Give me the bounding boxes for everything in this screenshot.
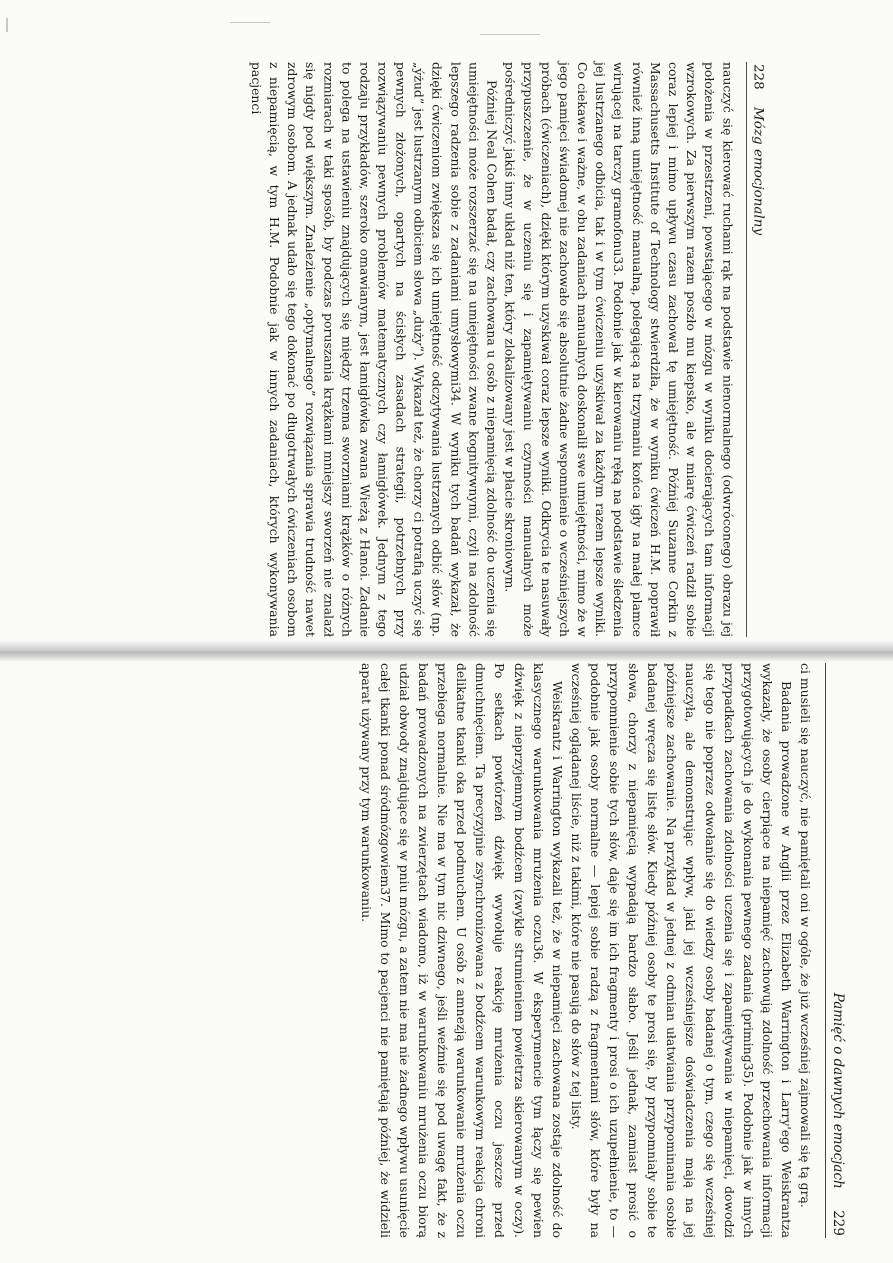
paragraph: Weiskrantz i Warrington wykazali też, że w niepamięci zachowana zostaje zdolność do klasycznego warunkowania mrużenia oczu36. W eksperymencie tym łączy się pewien dźwięk z nieprzyjemnym bodźcem (zwykle strumieniem powietrza skierowanym w oczy). Po setkach powtórzeń dźwięk wywołuje reakcję mrużenia oczu jeszcze przed dmuchnięciem. Ta precyzyjnie zsynchronizowana z bodźcem warunkowym reakcja chroni delikatne tkanki oka przed podmuchem. U osób z amnezją warunkowanie mrużenia oczu przebiega normalnie. Nie ma w tym nic dziwnego, jeśli weźmie się pod uwagę fakt, że z badań prowadzonych na zwierzętach wiadomo, iż w warunkowaniu mrużenia oczu biorą udział obwody znajdujące się w pniu mózgu, a zatem nie ma nie żadnego wpływu usunięcie całej tkanki ponad śródmózgowiem37. Mimo to pacjenci nie pamiętają później, że widzieli aparat używany przy tym warunkowaniu. (358, 663, 565, 1238)
scan-speck (230, 22, 270, 23)
right-page (286, 663, 846, 1238)
running-head: Mózg emocjonalny (750, 106, 766, 236)
page-number: 229 (830, 1210, 846, 1236)
running-head: Pamięć o dawnych emocjach (830, 992, 846, 1189)
scan-speck (6, 18, 8, 32)
page-header (746, 62, 766, 637)
page-body (247, 62, 737, 637)
paragraph: nauczyć się kierować ruchami rąk na podstawie nienormalnego (odwróconego) obrazu jej położenia w przestrzeni, powstającego w mózgu w wyniku docierających tam informacji wzrokowych. Za pierwszym razem poszło mu kiepsko, ale w miarę ćwiczeń radził sobie coraz lepiej i mimo upływu czasu zachował tę umiejętność. Później Suzanne Corkin z Massachusetts Institute of Technology stwierdziła, że w wyniku ćwiczeń H.M. poprawił również inną umiejętność manualną, polegającą na trzymaniu końca igły na małej plamce wirującej na tarczy gramofonu33. Podobnie jak w kierowaniu ręką na podstawie śledzenia jej lustrzanego odbicia, tak i w tym ćwiczeniu uzyskiwał za każdym razem lepsze wyniki. Co ciekawe i ważne, w obu zadaniach manualnych doskonalił swe umiejętności, mimo że w jego pamięci świadomej nie zachowało się absolutnie żadne wspomnienie o wcześniejszych próbach (ćwiczeniach), dzięki którym uzyskiwał coraz lepsze wyniki. Odkrycia te nasuwały przypuszczenie, że w uczeniu się i zapamiętywaniu czynności manualnych może pośredniczyć jakiś inny układ niż ten, który zlokalizowany jest w płacie skroniowym. (502, 62, 735, 637)
paragraph: ci musieli się nauczyć, nie pamiętali oni w ogóle, że już wcześniej zajmowali się tą grą. (798, 663, 813, 1208)
paragraph: Później Neal Cohen badał, czy zachowana u osób z niepamięcią zdolność do uczenia się umiejętności może rozszerzać się na umiejętności zwane kognitywnymi, czyli na zdolność lepszego radzenia sobie z zadaniami umysłowymi34. W wyniku tych badań wykazał, że dzięki ćwiczeniom zwiększa się ich umiejętność odczytywania lustrzanych odbić słów (np. „ýżud” jest lustrzanym odbiciem słowa „duży”). Wykazał też, że chorzy ci potrafią uczyć się pewnych złożonych, opartych na ścisłych zasadach strategii, potrzebnych przy rozwiązywaniu pewnych problemów matematycznych czy łamigłówek. Jednym z tego rodzaju przykładów, szeroko omawianym, jest łamigłówka zwana Wieżą z Hanoi. Zadanie to polega na ustawieniu znajdujących się między trzema sworzniami krążków o różnych rozmiarach w taki sposób, by podczas poruszania krążkami mniejszy sworzeń nie znalazł się nigdy pod większym. Znalezienie „optymalnego” rozwiązania sprawia trudność nawet zdrowym osobom. A jednak udało się tego dokonać po długotrwałych ćwiczeniach osobom z niepamięcią, w tym H.M. Podobnie jak w innych zadaniach, których wykonywania pacjenci (248, 62, 499, 637)
page-header (825, 663, 846, 1238)
page-body (357, 663, 815, 1238)
binding-gutter (0, 640, 893, 662)
left-page (234, 62, 766, 637)
page-number: 228 (750, 64, 766, 90)
paragraph: Badania prowadzone w Anglii przez Elizabeth Warrington i Larry'ego Weiskrantza wykazały, że osoby cierpiące na niepamięć zachowują zdolność przechowania informacji przygotowujących je do wykonania pewnego zadania (priming35). Podobnie jak w innych przypadkach zachowania zdolności uczenia się i zapamiętywania w niepamięci, dowodzi się tego nie poprzez odwołanie się do wiedzy osoby badanej o tym, czego się wcześniej nauczyła, ale demonstrując wpływ, jaki jej wcześniejsze doświadczenia mają na jej późniejsze zachowanie. Na przykład w jednej z odmian ułatwiania przypominania osobie badanej wręcza się listę słów. Kiedy później osoby te prosi się, by przypomniały sobie te słowa, chorzy z niepamięcią wypadają bardzo słabo. Jeśli jednak, zamiast prosić o przypomnienie sobie tych słów, daje się im ich fragmenty i prosi o ich uzupełnienie, to — podobnie jak osoby normalne — lepiej sobie radzą z fragmentami słów, które były na wcześniej oglądanej liście, niż z takimi, które nie pasują do słów z tej listy. (568, 663, 794, 1238)
scan-speck (480, 34, 540, 35)
